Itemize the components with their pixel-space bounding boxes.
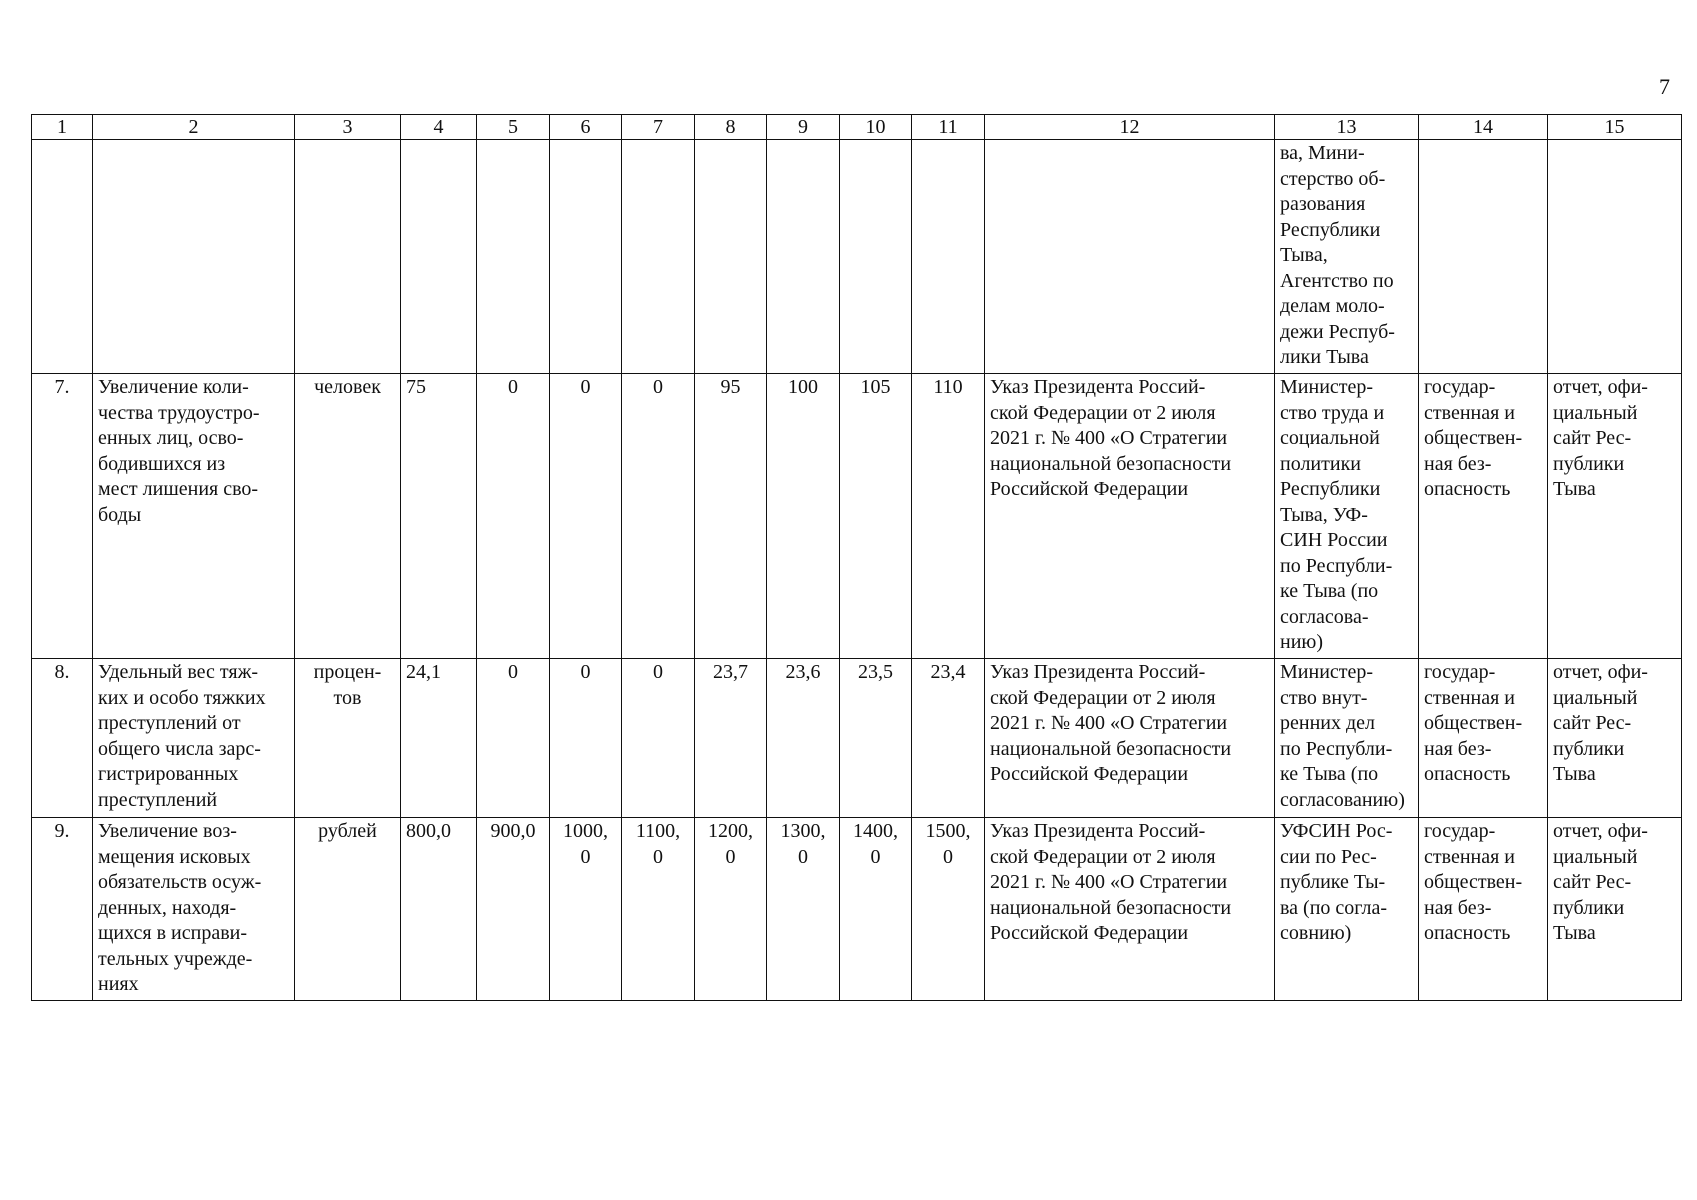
row-number (32, 140, 93, 374)
value-col-11: 1500, 0 (912, 818, 985, 1001)
column-header: 12 (985, 115, 1275, 140)
column-header: 6 (550, 115, 622, 140)
table-row (32, 818, 1682, 1001)
responsible-executor: ва, Мини- стерство об- разования Республики Тыва, Агентство по делам моло- дежи Респуб- лики Тыва (1275, 140, 1419, 374)
responsible-executor: УФСИН Рос- сии по Рес- публике Ты- ва (по согла- совнию) (1275, 818, 1419, 1001)
value-col-6: 0 (550, 659, 622, 818)
value-col-9 (767, 140, 840, 374)
value-col-7: 1100, 0 (622, 818, 695, 1001)
indicator-name: Увеличение воз- мещения исковых обязательств осуж- денных, находя- щихся в исправи- тельных учрежде- ниях (93, 818, 295, 1001)
value-col-6: 0 (550, 374, 622, 659)
unit: человек (295, 374, 401, 659)
column-header: 10 (840, 115, 912, 140)
area: государ- ственная и обществен- ная без- опасность (1419, 659, 1548, 818)
value-col-9: 1300, 0 (767, 818, 840, 1001)
value-col-8: 1200, 0 (695, 818, 767, 1001)
value-col-5: 900,0 (477, 818, 550, 1001)
column-header: 7 (622, 115, 695, 140)
value-col-11: 110 (912, 374, 985, 659)
column-header: 14 (1419, 115, 1548, 140)
data-source: отчет, офи- циальный сайт Рес- публики Тыва (1548, 374, 1682, 659)
value-col-4: 75 (401, 374, 477, 659)
column-header: 11 (912, 115, 985, 140)
page-number: 7 (1659, 74, 1670, 99)
data-source: отчет, офи- циальный сайт Рес- публики Тыва (1548, 818, 1682, 1001)
row-number: 7. (32, 374, 93, 659)
column-header: 1 (32, 115, 93, 140)
row-number: 8. (32, 659, 93, 818)
value-col-8: 95 (695, 374, 767, 659)
value-col-8: 23,7 (695, 659, 767, 818)
column-header: 3 (295, 115, 401, 140)
data-source (1548, 140, 1682, 374)
value-col-7: 0 (622, 374, 695, 659)
unit (295, 140, 401, 374)
indicator-name (93, 140, 295, 374)
value-col-11 (912, 140, 985, 374)
value-col-8 (695, 140, 767, 374)
value-col-7 (622, 140, 695, 374)
value-col-4: 24,1 (401, 659, 477, 818)
value-col-10: 1400, 0 (840, 818, 912, 1001)
value-col-5: 0 (477, 374, 550, 659)
column-header: 5 (477, 115, 550, 140)
value-col-4: 800,0 (401, 818, 477, 1001)
legal-basis: Указ Президента Россий- ской Федерации от 2 июля 2021 г. № 400 «О Стратегии национальной безопасности Российской Федерации (985, 659, 1275, 818)
unit: процен- тов (295, 659, 401, 818)
table-row (32, 374, 1682, 659)
data-source: отчет, офи- циальный сайт Рес- публики Тыва (1548, 659, 1682, 818)
column-header: 4 (401, 115, 477, 140)
column-header: 13 (1275, 115, 1419, 140)
indicator-name: Удельный вес тяж- ких и особо тяжких преступлений от общего числа зарс- гистрированных преступлений (93, 659, 295, 818)
row-number: 9. (32, 818, 93, 1001)
value-col-9: 23,6 (767, 659, 840, 818)
legal-basis: Указ Президента Россий- ской Федерации от 2 июля 2021 г. № 400 «О Стратегии национальной безопасности Российской Федерации (985, 818, 1275, 1001)
legal-basis: Указ Президента Россий- ской Федерации от 2 июля 2021 г. № 400 «О Стратегии национальной безопасности Российской Федерации (985, 374, 1275, 659)
value-col-5 (477, 140, 550, 374)
area (1419, 140, 1548, 374)
column-header: 8 (695, 115, 767, 140)
area: государ- ственная и обществен- ная без- опасность (1419, 374, 1548, 659)
value-col-6: 1000, 0 (550, 818, 622, 1001)
unit: рублей (295, 818, 401, 1001)
value-col-11: 23,4 (912, 659, 985, 818)
value-col-10: 23,5 (840, 659, 912, 818)
responsible-executor: Министер- ство труда и социальной политики Республики Тыва, УФ- СИН России по Республи- ке Тыва (по согласова- нию) (1275, 374, 1419, 659)
indicators-table (31, 114, 1682, 1001)
column-header: 15 (1548, 115, 1682, 140)
value-col-4 (401, 140, 477, 374)
area: государ- ственная и обществен- ная без- опасность (1419, 818, 1548, 1001)
column-header: 9 (767, 115, 840, 140)
value-col-5: 0 (477, 659, 550, 818)
indicator-name: Увеличение коли- чества трудоустро- енных лиц, осво- бодившихся из мест лишения сво- боды (93, 374, 295, 659)
value-col-10: 105 (840, 374, 912, 659)
value-col-9: 100 (767, 374, 840, 659)
responsible-executor: Министер- ство внут- ренних дел по Республи- ке Тыва (по согласованию) (1275, 659, 1419, 818)
column-header: 2 (93, 115, 295, 140)
table-row (32, 140, 1682, 374)
column-number-row (32, 115, 1682, 140)
value-col-7: 0 (622, 659, 695, 818)
table-row (32, 659, 1682, 818)
value-col-6 (550, 140, 622, 374)
legal-basis (985, 140, 1275, 374)
value-col-10 (840, 140, 912, 374)
